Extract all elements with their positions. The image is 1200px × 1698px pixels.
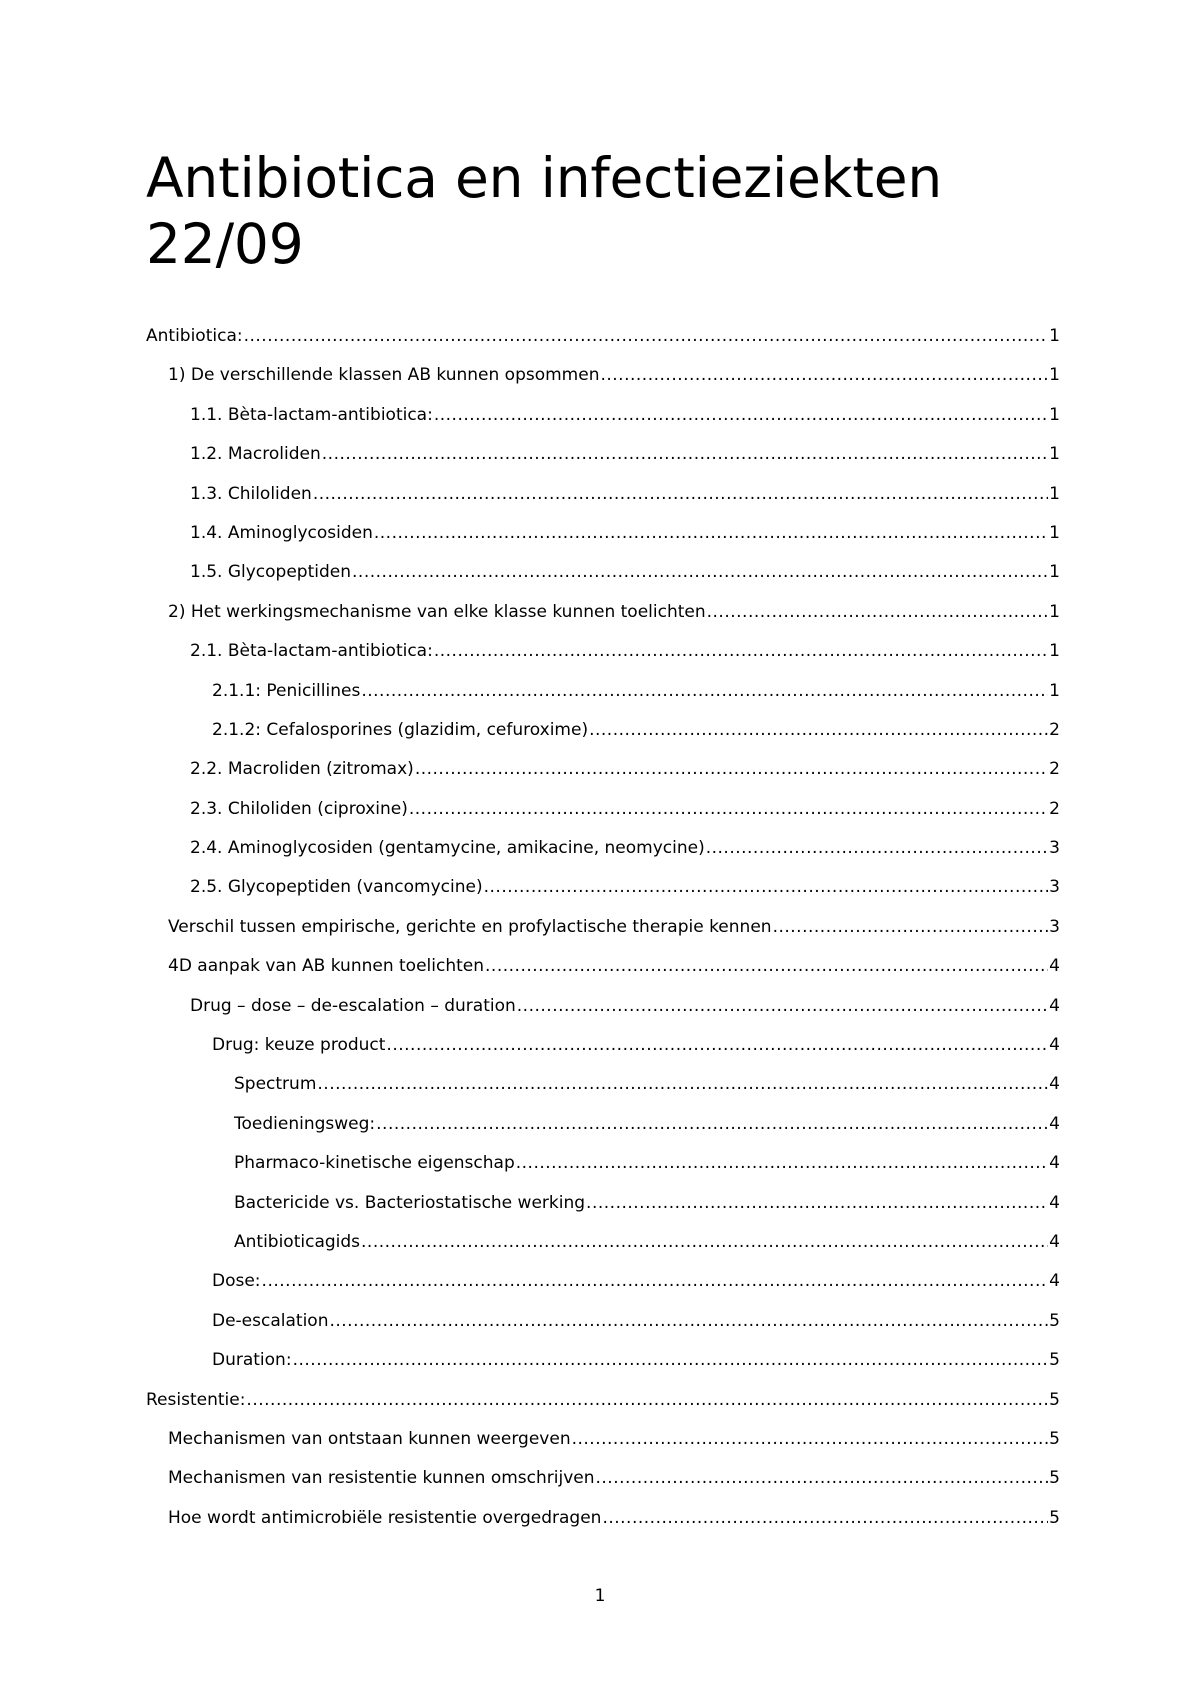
toc-entry-page-number: 5 (1049, 1389, 1060, 1410)
toc-entry-label: Antibioticagids (234, 1231, 361, 1252)
toc-entry-page-number: 1 (1049, 601, 1060, 622)
toc-dot-leader (600, 363, 1048, 387)
toc-dot-leader (352, 560, 1048, 584)
toc-entry[interactable] (146, 1506, 1060, 1545)
toc-dot-leader (246, 1388, 1048, 1412)
toc-dot-leader (376, 1112, 1048, 1136)
toc-entry-label: 1) De verschillende klassen AB kunnen opsommen (168, 365, 600, 386)
toc-entry-label: 1.2. Macroliden (190, 444, 321, 465)
toc-entry-label: Antibiotica: (146, 326, 243, 346)
toc-dot-leader (244, 324, 1049, 348)
toc-entry[interactable] (146, 1348, 1060, 1387)
toc-entry[interactable] (146, 1466, 1060, 1505)
toc-entry-page-number: 4 (1049, 956, 1060, 977)
toc-entry[interactable] (146, 836, 1060, 875)
toc-entry[interactable] (146, 1309, 1060, 1348)
toc-entry[interactable] (146, 1151, 1060, 1190)
toc-entry-label: Duration: (212, 1350, 292, 1371)
toc-entry[interactable] (146, 1269, 1060, 1308)
toc-entry-label: Mechanismen van resistentie kunnen omschrijven (168, 1468, 595, 1489)
toc-entry-page-number: 3 (1049, 877, 1060, 898)
toc-dot-leader (602, 1506, 1048, 1530)
toc-entry-page-number: 5 (1049, 1310, 1060, 1331)
toc-entry[interactable] (146, 1112, 1060, 1151)
toc-entry-page-number: 4 (1049, 1074, 1060, 1095)
toc-entry[interactable] (146, 521, 1060, 560)
document-title: Antibiotica en infectieziekten 22/09 (146, 146, 942, 276)
toc-entry-page-number: 2 (1049, 719, 1060, 740)
toc-entry-label: Spectrum (234, 1074, 317, 1095)
toc-entry-page-number: 5 (1049, 1350, 1060, 1371)
toc-dot-leader (706, 836, 1048, 860)
toc-dot-leader (596, 1466, 1049, 1490)
toc-entry[interactable] (146, 639, 1060, 678)
toc-entry-label: Resistentie: (146, 1389, 246, 1410)
toc-entry-page-number: 1 (1049, 326, 1060, 346)
toc-entry-page-number: 4 (1049, 1231, 1060, 1252)
toc-dot-leader (262, 1269, 1049, 1293)
toc-entry-label: 1.3. Chiloliden (190, 483, 312, 504)
toc-dot-leader (329, 1309, 1048, 1333)
toc-entry-page-number: 4 (1049, 1153, 1060, 1174)
toc-dot-leader (361, 679, 1048, 703)
toc-entry[interactable] (146, 718, 1060, 757)
toc-entry[interactable] (146, 482, 1060, 521)
toc-entry-page-number: 1 (1049, 483, 1060, 504)
toc-entry-label: Drug – dose – de-escalation – duration (190, 995, 516, 1016)
toc-entry[interactable] (146, 954, 1060, 993)
toc-entry-label: 2.4. Aminoglycosiden (gentamycine, amikacine, neomycine) (190, 838, 705, 859)
toc-dot-leader (707, 600, 1049, 624)
toc-entry-page-number: 3 (1049, 916, 1060, 937)
toc-entry-label: 2.3. Chiloliden (ciproxine) (190, 798, 408, 819)
toc-entry[interactable] (146, 757, 1060, 796)
toc-entry[interactable] (146, 403, 1060, 442)
toc-entry[interactable] (146, 560, 1060, 599)
toc-entry-label: 2.1.2: Cefalosporines (glazidim, cefuroxime) (212, 719, 589, 740)
toc-entry[interactable] (146, 679, 1060, 718)
toc-entry-page-number: 1 (1049, 365, 1060, 386)
toc-entry-label: 1.5. Glycopeptiden (190, 562, 352, 583)
toc-dot-leader (773, 915, 1049, 939)
toc-entry-label: Hoe wordt antimicrobiële resistentie overgedragen (168, 1507, 602, 1528)
toc-entry-page-number: 5 (1049, 1468, 1060, 1489)
toc-dot-leader (409, 797, 1048, 821)
toc-dot-leader (572, 1427, 1049, 1451)
toc-dot-leader (434, 639, 1048, 663)
toc-entry-page-number: 4 (1049, 1271, 1060, 1292)
toc-dot-leader (517, 994, 1048, 1018)
toc-dot-leader (589, 718, 1048, 742)
toc-entry-label: Pharmaco-kinetische eigenschap (234, 1153, 515, 1174)
toc-entry-page-number: 2 (1049, 759, 1060, 780)
toc-dot-leader (386, 1033, 1048, 1057)
toc-entry-page-number: 1 (1049, 562, 1060, 583)
toc-dot-leader (313, 482, 1048, 506)
toc-entry-label: 1.4. Aminoglycosiden (190, 522, 373, 543)
toc-entry-page-number: 3 (1049, 838, 1060, 859)
toc-entry-label: Drug: keuze product (212, 1035, 386, 1056)
toc-entry[interactable] (146, 1388, 1060, 1427)
toc-entry-label: 2) Het werkingsmechanisme van elke klasse kunnen toelichten (168, 601, 706, 622)
toc-dot-leader (415, 757, 1048, 781)
toc-entry-page-number: 1 (1049, 444, 1060, 465)
toc-entry-label: Toedieningsweg: (234, 1113, 376, 1134)
toc-entry-label: 2.5. Glycopeptiden (vancomycine) (190, 877, 483, 898)
toc-entry-page-number: 4 (1049, 1113, 1060, 1134)
toc-entry-label: Verschil tussen empirische, gerichte en profylactische therapie kennen (168, 916, 772, 937)
table-of-contents (146, 324, 1060, 1545)
toc-entry-page-number: 4 (1049, 995, 1060, 1016)
toc-entry[interactable] (146, 363, 1060, 402)
toc-entry[interactable] (146, 1427, 1060, 1466)
toc-entry[interactable] (146, 442, 1060, 481)
toc-entry[interactable] (146, 600, 1060, 639)
toc-dot-leader (586, 1191, 1048, 1215)
toc-dot-leader (374, 521, 1048, 545)
toc-entry[interactable] (146, 915, 1060, 954)
toc-entry-label: 2.1.1: Penicillines (212, 680, 361, 701)
toc-entry[interactable] (146, 797, 1060, 836)
toc-dot-leader (322, 442, 1048, 466)
toc-entry[interactable] (146, 324, 1060, 363)
toc-entry[interactable] (146, 1033, 1060, 1072)
toc-entry-page-number: 4 (1049, 1035, 1060, 1056)
toc-entry[interactable] (146, 1191, 1060, 1230)
toc-entry[interactable] (146, 1072, 1060, 1111)
toc-dot-leader (434, 403, 1048, 427)
toc-entry-label: Mechanismen van ontstaan kunnen weergeven (168, 1428, 571, 1449)
toc-entry-page-number: 1 (1049, 680, 1060, 701)
toc-dot-leader (516, 1151, 1048, 1175)
toc-entry[interactable] (146, 875, 1060, 914)
toc-entry-label: 1.1. Bèta-lactam-antibiotica: (190, 404, 433, 425)
toc-entry-label: Dose: (212, 1271, 261, 1292)
toc-entry-page-number: 5 (1049, 1507, 1060, 1528)
toc-dot-leader (361, 1230, 1048, 1254)
toc-entry-page-number: 4 (1049, 1192, 1060, 1213)
toc-entry-page-number: 5 (1049, 1428, 1060, 1449)
toc-dot-leader (317, 1072, 1048, 1096)
toc-entry-page-number: 1 (1049, 404, 1060, 425)
toc-dot-leader (293, 1348, 1049, 1372)
toc-entry-page-number: 1 (1049, 641, 1060, 662)
toc-entry-page-number: 2 (1049, 798, 1060, 819)
toc-entry-label: 2.2. Macroliden (zitromax) (190, 759, 414, 780)
page-number: 1 (594, 1586, 606, 1606)
toc-entry-label: 4D aanpak van AB kunnen toelichten (168, 956, 485, 977)
toc-entry[interactable] (146, 994, 1060, 1033)
toc-dot-leader (484, 875, 1049, 899)
toc-entry[interactable] (146, 1230, 1060, 1269)
toc-entry-label: 2.1. Bèta-lactam-antibiotica: (190, 641, 433, 662)
toc-dot-leader (485, 954, 1048, 978)
toc-entry-page-number: 1 (1049, 522, 1060, 543)
toc-entry-label: Bactericide vs. Bacteriostatische werking (234, 1192, 586, 1213)
toc-entry-label: De-escalation (212, 1310, 329, 1331)
